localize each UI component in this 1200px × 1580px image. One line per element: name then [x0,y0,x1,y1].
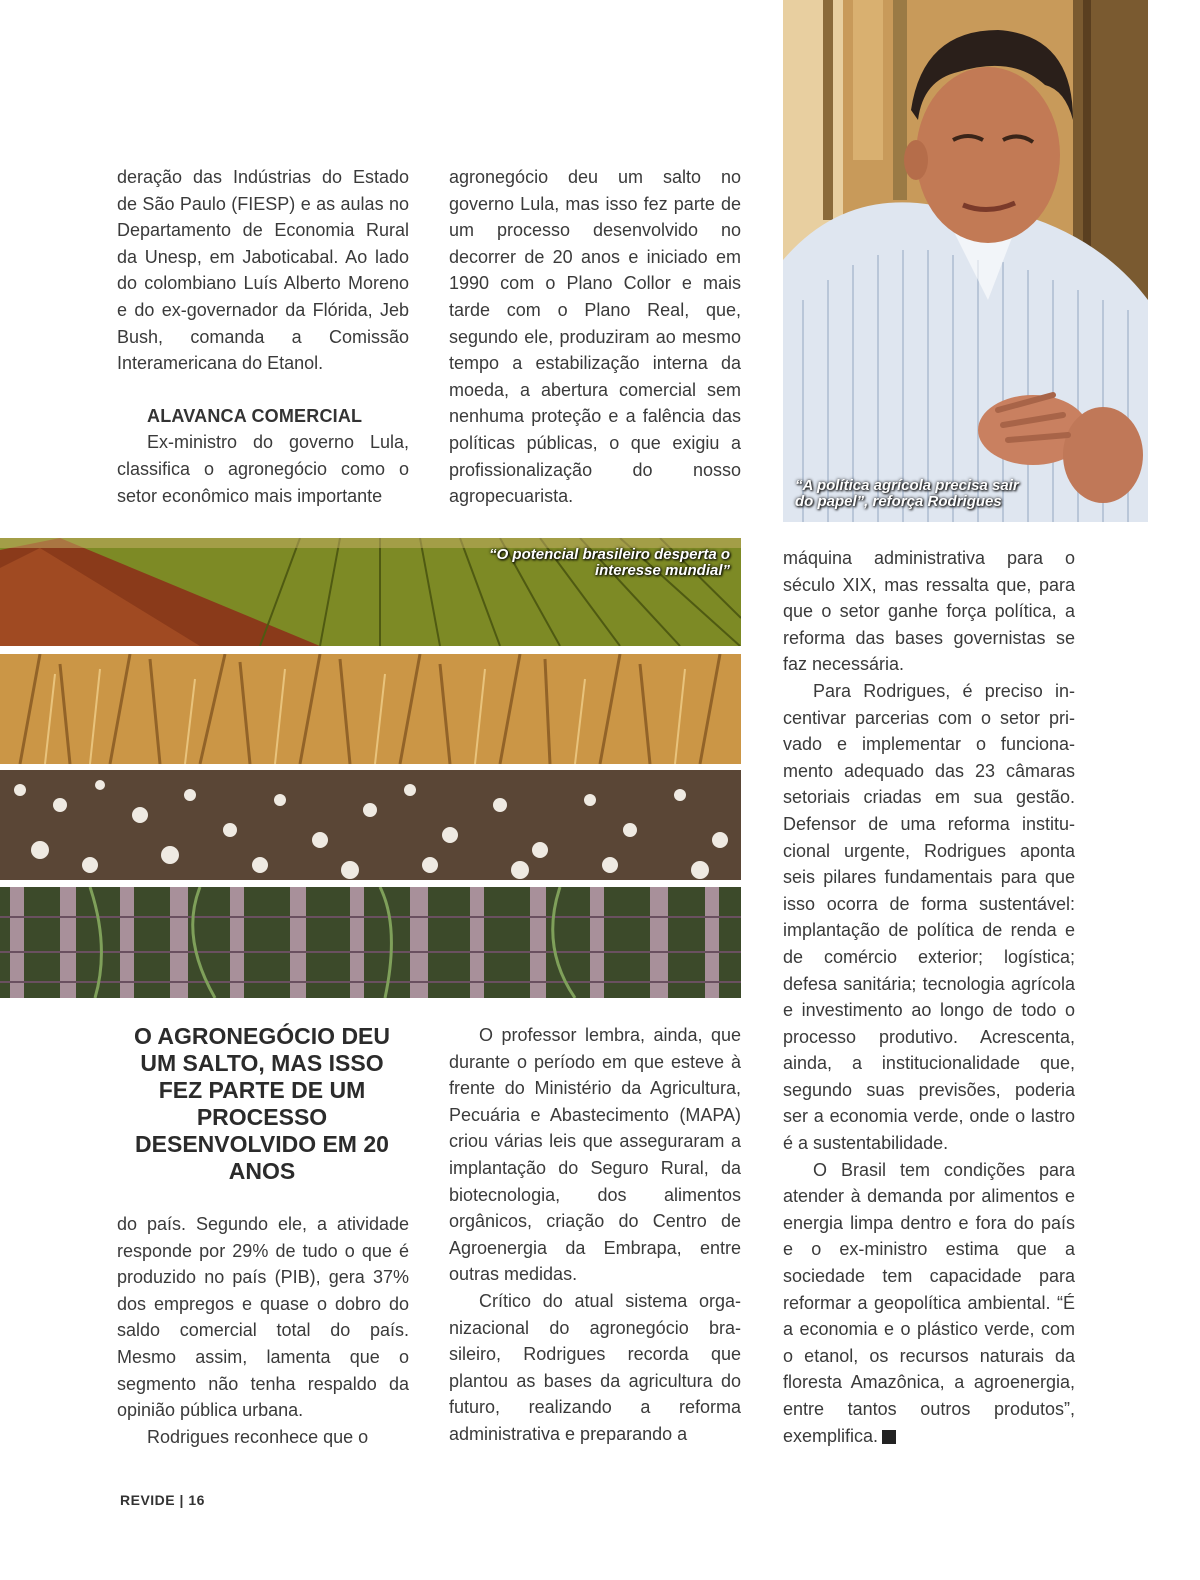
paragraph [783,1157,1075,1450]
paragraph: Crítico do atual sistema organizacional do agronegócio brasileiro, Rodrigues recorda que plantou as bases da agricultura do futuro, realizando a reforma administrativa e preparando a [449,1290,741,1444]
portrait-caption: “A política agrícola precisa sair do papel”, reforça Rodrigues [795,477,1019,510]
section-subhead: ALAVANCA COMERCIAL [147,405,363,426]
wheat-field-photo [0,654,741,764]
paragraph: máquina administrativa para o século XIX, mas ressalta que, para que o setor ganhe força política, a reforma das bases governistas se faz necessária. [783,548,1075,675]
paragraph: O professor lembra, ainda, que durante o período em que esteve à frente do Ministério da Agricultura, Pecuária e Abastecimento (MAPA) criou várias leis que asseguraram a implantação do Seguro Rural, da biotecnologia, dos alimentos orgânicos, criação do Centro de Agroenergia da Embrapa, entre outras medidas. [449,1025,741,1285]
paragraph: agronegócio deu um salto no governo Lula, mas isso fez parte de um processo desenvolvido no decorrer de 20 anos e iniciado em 1990 com o Plano Collor e mais tarde com o Plano Real, que, segundo ele, produziram ao mesmo tempo a estabilização interna da moeda, a abertura comercial sem nenhuma proteção e a falência das políticas públicas, o que exigiu a profissionalização do nosso agropecuarista. [449,167,741,507]
column-middle-top [449,164,741,510]
pull-quote: O AGRONEGÓCIO DEU UM SALTO, MAS ISSO FEZ PARTE DE UM PROCESSO DESENVOLVIDO EM 20 ANOS [134,1023,390,1184]
paragraph: Ex-ministro do governo Lula, classifica o agronegócio como o setor econômico mais importante [117,432,409,506]
column-left-top [117,164,409,509]
portrait-photo [783,0,1148,522]
paragraph-text: O Brasil tem condições para atender à demanda por alimentos e energia limpa dentro e fora do país e o ex-ministro estima que a sociedade tem capacidade para reformar a geopolítica ambiental. “É a economia e o plástico verde, com o etanol, os recursos naturais da floresta Amazônica, a agroenergia, entre tantos outros produtos”, exemplifica. [783,1159,1075,1446]
fields-caption: “O potencial brasileiro desperta o interesse mundial” [489,546,730,579]
paragraph: do país. Segundo ele, a atividade responde por 29% de tudo o que é produzido no país (PIB), gera 37% dos empregos e quase o dobro do saldo comercial total do país. Mesmo assim, lamenta que o segmento não tenha respaldo da opinião pública urbana. [117,1214,409,1421]
page-footer: REVIDE | 16 [120,1492,205,1508]
end-of-article-mark: r [882,1430,896,1444]
column-right [783,545,1075,1449]
sugarcane-field-photo [0,887,741,998]
paragraph: Para Rodrigues, é preciso incentivar parcerias com o setor privado e implementar o funcionamento adequado das 23 câmaras setoriais criadas em sua gestão. Defensor de uma reforma institucional urgente, Rodrigues aponta seis pilares fundamentais para que isso ocorra de forma sustentável: implantação de política de renda e de comércio exterior; logística; defesa sanitária; tecnologia agrícola e investimento ao longo de todo o processo produtivo. Acrescenta, ainda, a institucionalidade que, segundo suas previsões, poderia ser a economia verde, onde o lastro é a sustentabilidade. [783,680,1075,1154]
paragraph: Rodrigues reconhece que o [147,1426,369,1447]
cotton-field-photo [0,770,741,880]
column-left-bottom [117,1211,409,1450]
column-middle-bottom [449,1022,741,1448]
paragraph: deração das Indústrias do Estado de São Paulo (FIESP) e as aulas no Departamento de Economia Rural da Unesp, em Jaboticabal. Ao lado do colombiano Luís Alberto Moreno e do ex-governador da Flórida, Jeb Bush, comanda a Comissão Interamericana do Etanol. [117,167,409,374]
